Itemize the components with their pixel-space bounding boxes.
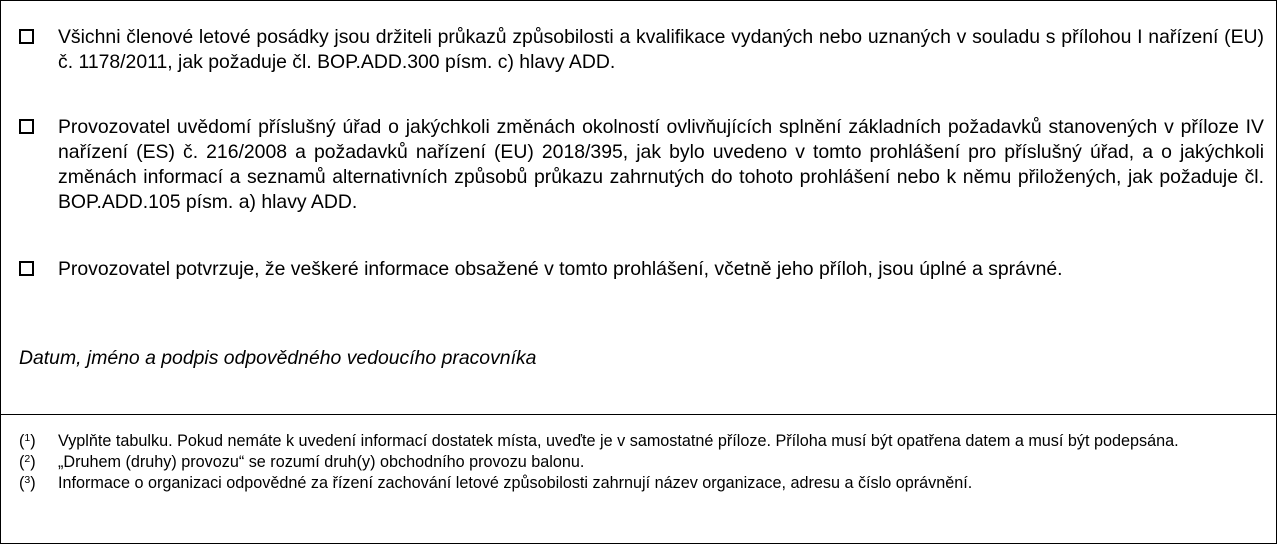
declaration-text-1: Všichni členové letové posádky jsou držiteli průkazů způsobilosti a kvalifikace vydaných nebo uznaných v souladu s přílohou I nařízení (EU) č. 1178/2011, jak požaduje čl. BOP.ADD.300 písm. c) hlavy ADD.: [58, 26, 1264, 73]
declaration-text-3: Provozovatel potvrzuje, že veškeré informace obsažené v tomto prohlášení, včetně jeho příloh, jsou úplné a správné.: [58, 258, 1063, 280]
declarations-section: [1, 1, 1276, 415]
declaration-checkbox-2[interactable]: [19, 119, 34, 134]
footnote-marker-3: ($^3$): [19, 474, 36, 492]
footnote-text-3: Informace o organizaci odpovědné za řízení zachování letové způsobilosti zahrnují název organizace, adresu a číslo oprávnění.: [58, 474, 973, 492]
footnote-marker-1: ($^1$): [19, 432, 36, 450]
footnotes: [19, 431, 1249, 493]
declaration-text-2: Provozovatel uvědomí příslušný úřad o jakýchkoli změnách okolností ovlivňujících splnění základních požadavků stanovených v příloze IV nařízení (ES) č. 216/2008 a požadavků nařízení (EU) 2018/395, jak bylo uvedeno v tomto prohlášení pro příslušný úřad, a o jakýchkoli změnách informací a seznamů alternativních způsobů průkazu zahrnutých do tohoto prohlášení nebo k němu přiložených, jak požaduje čl. BOP.ADD.105 písm. a) hlavy ADD.: [58, 116, 1264, 213]
footnote-marker-2: ($^2$): [19, 453, 36, 471]
footnote-3: [19, 473, 1249, 493]
footnote-1: [19, 431, 1249, 451]
signature-label: Datum, jméno a podpis odpovědného vedoucího pracovníka: [19, 347, 537, 369]
declaration-checkbox-3[interactable]: [19, 261, 34, 276]
declaration-checkbox-1[interactable]: [19, 29, 34, 44]
footnote-2: [19, 452, 1249, 472]
footnote-text-1: Vyplňte tabulku. Pokud nemáte k uvedení informací dostatek místa, uveďte je v samostatné příloze. Příloha musí být opatřena datem a musí být podepsána.: [58, 432, 1179, 450]
footnote-text-2: „Druhem (druhy) provozu“ se rozumí druh(y) obchodního provozu balonu.: [58, 453, 585, 471]
